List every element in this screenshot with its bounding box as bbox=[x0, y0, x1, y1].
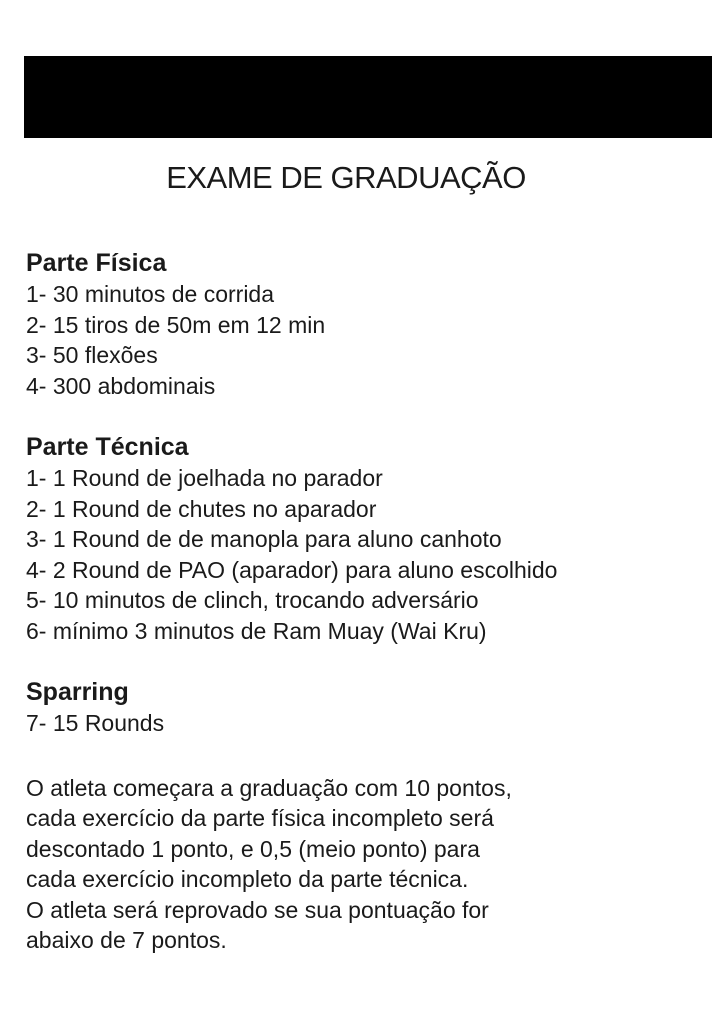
exercise-list bbox=[26, 463, 706, 646]
list-item: 3- 50 flexões bbox=[26, 342, 158, 368]
section-parte-tecnica bbox=[26, 431, 706, 646]
exercise-list bbox=[26, 279, 706, 401]
section-sparring bbox=[26, 676, 706, 739]
exercise-list bbox=[26, 708, 706, 739]
header-bar bbox=[24, 56, 712, 138]
note-line: O atleta começara a graduação com 10 pontos, bbox=[26, 774, 512, 801]
list-item: 2- 1 Round de chutes no aparador bbox=[26, 495, 377, 522]
note-line: abaixo de 7 pontos. bbox=[26, 927, 227, 953]
section-parte-fisica bbox=[26, 247, 706, 401]
section-heading: Parte Física bbox=[26, 249, 167, 277]
note-line: O atleta será reprovado se sua pontuação for bbox=[26, 896, 489, 923]
section-heading: Parte Técnica bbox=[26, 433, 189, 461]
scoring-note bbox=[26, 773, 706, 956]
list-item: 1- 1 Round de joelhada no parador bbox=[26, 465, 383, 491]
list-item: 6- mínimo 3 minutos de Ram Muay (Wai Kru) bbox=[26, 617, 487, 644]
list-item: 2- 15 tiros de 50m em 12 min bbox=[26, 311, 326, 338]
page-title: EXAME DE GRADUAÇÃO bbox=[166, 160, 526, 195]
note-line: cada exercício incompleto da parte técnica. bbox=[26, 866, 469, 892]
content bbox=[26, 247, 706, 956]
note-line: cada exercício da parte física incompleto será bbox=[26, 805, 494, 831]
list-item: 4- 300 abdominais bbox=[26, 372, 216, 399]
list-item: 3- 1 Round de de manopla para aluno canhoto bbox=[26, 526, 502, 552]
note-line: descontado 1 ponto, e 0,5 (meio ponto) para bbox=[26, 835, 480, 862]
section-heading: Sparring bbox=[26, 678, 129, 706]
list-item: 1- 30 minutos de corrida bbox=[26, 281, 275, 307]
list-item: 4- 2 Round de PAO (aparador) para aluno escolhido bbox=[26, 556, 558, 583]
list-item: 5- 10 minutos de clinch, trocando adversário bbox=[26, 587, 479, 613]
list-item: 7- 15 Rounds bbox=[26, 710, 165, 736]
